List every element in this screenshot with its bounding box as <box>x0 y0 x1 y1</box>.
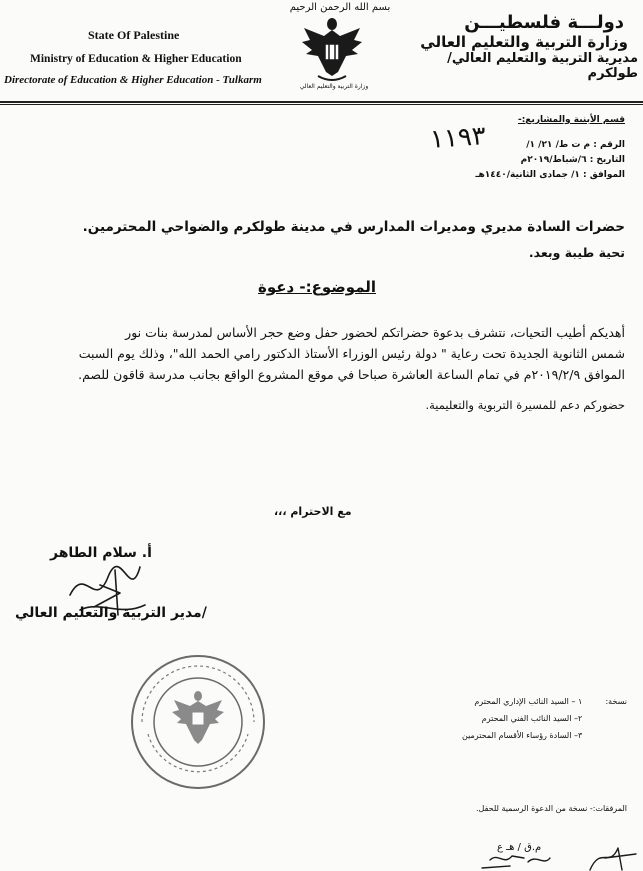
greeting: تحية طيبة وبعد. <box>528 245 625 260</box>
en-directorate-name: Directorate of Education & Higher Education - Tulkarm <box>4 74 262 86</box>
subject-line: الموضوع:- دعوة <box>258 278 377 296</box>
ar-state-name: دولـــة فلسطيـــن <box>464 12 624 33</box>
handwritten-reference-number: ١١٩٣ <box>429 121 487 155</box>
letter-body <box>15 322 625 385</box>
reference-date: التاريخ : ٦/شباط/٢٠١٩م <box>520 155 625 165</box>
ar-directorate-name: مديرية التربية والتعليم العالي/ طولكرم <box>447 51 638 81</box>
body-line: أهديكم أطيب التحيات، نتشرف بدعوة حضراتكم لحضور حفل وضع حجر الأساس لمدرسة بنات نور <box>125 325 625 340</box>
reference-number: الرقم : م ت ط/ ٢١/ ١/ <box>526 140 625 150</box>
body-line: الموافق ٢٠١٩/٢/٩م في تمام الساعة العاشرة صباحا في موقع المشروع الواقع بجانب مدرسة قاقون للصم. <box>78 367 625 382</box>
initials: م.ق / هـ ع <box>497 842 542 853</box>
arabic-letterhead <box>398 12 638 81</box>
copies-list <box>462 693 582 744</box>
signer-name: أ. سلام الطاهر <box>50 545 152 561</box>
en-state-name: State Of Palestine <box>88 28 180 42</box>
copy-recipient: ١ – السيد النائب الإداري المحترم <box>474 697 583 706</box>
reference-hijri-date: الموافق : ١/ جمادى الثانية/١٤٤٠هـ <box>475 170 625 180</box>
copy-recipient: ٢– السيد النائب الفني المحترم <box>481 714 583 723</box>
signer-title: /مدير التربية والتعليم العالي <box>15 605 207 621</box>
emblem-caption: وزارة التربية والتعليم العالي <box>299 83 369 90</box>
handwritten-initials-icon <box>440 840 643 871</box>
body-line: شمس الثانوية الجديدة تحت رعاية " دولة رئيس الوزراء الأستاذ الدكتور رامي الحمد الله"، وذلك يوم السبت <box>78 346 625 361</box>
closing-line: حضوركم دعم للمسيرة التربوية والتعليمية. <box>425 398 625 412</box>
en-ministry-name: Ministry of Education & Higher Education <box>30 53 242 65</box>
reference-block <box>475 138 625 183</box>
enclosures: المرفقات:- نسخة من الدعوة الرسمية للحفل. <box>476 804 627 813</box>
regards: مع الاحترام ،،، <box>274 505 352 518</box>
header-divider <box>0 101 643 105</box>
english-letterhead <box>0 28 290 86</box>
copy-recipient: ٣– السادة رؤساء الأقسام المحترمين <box>462 731 583 740</box>
addressee: حضرات السادة مديري ومديرات المدارس في مدينة طولكرم والضواحي المحترمين. <box>82 219 625 235</box>
section-name: قسم الأبنية والمشاريع:- <box>517 115 625 125</box>
ar-ministry-name: وزارة التربية والتعليم العالي <box>420 33 628 51</box>
copies-label: نسخة: <box>605 697 627 706</box>
official-stamp-icon <box>128 652 268 792</box>
basmala: بسم الله الرحمن الرحيم <box>289 2 391 13</box>
